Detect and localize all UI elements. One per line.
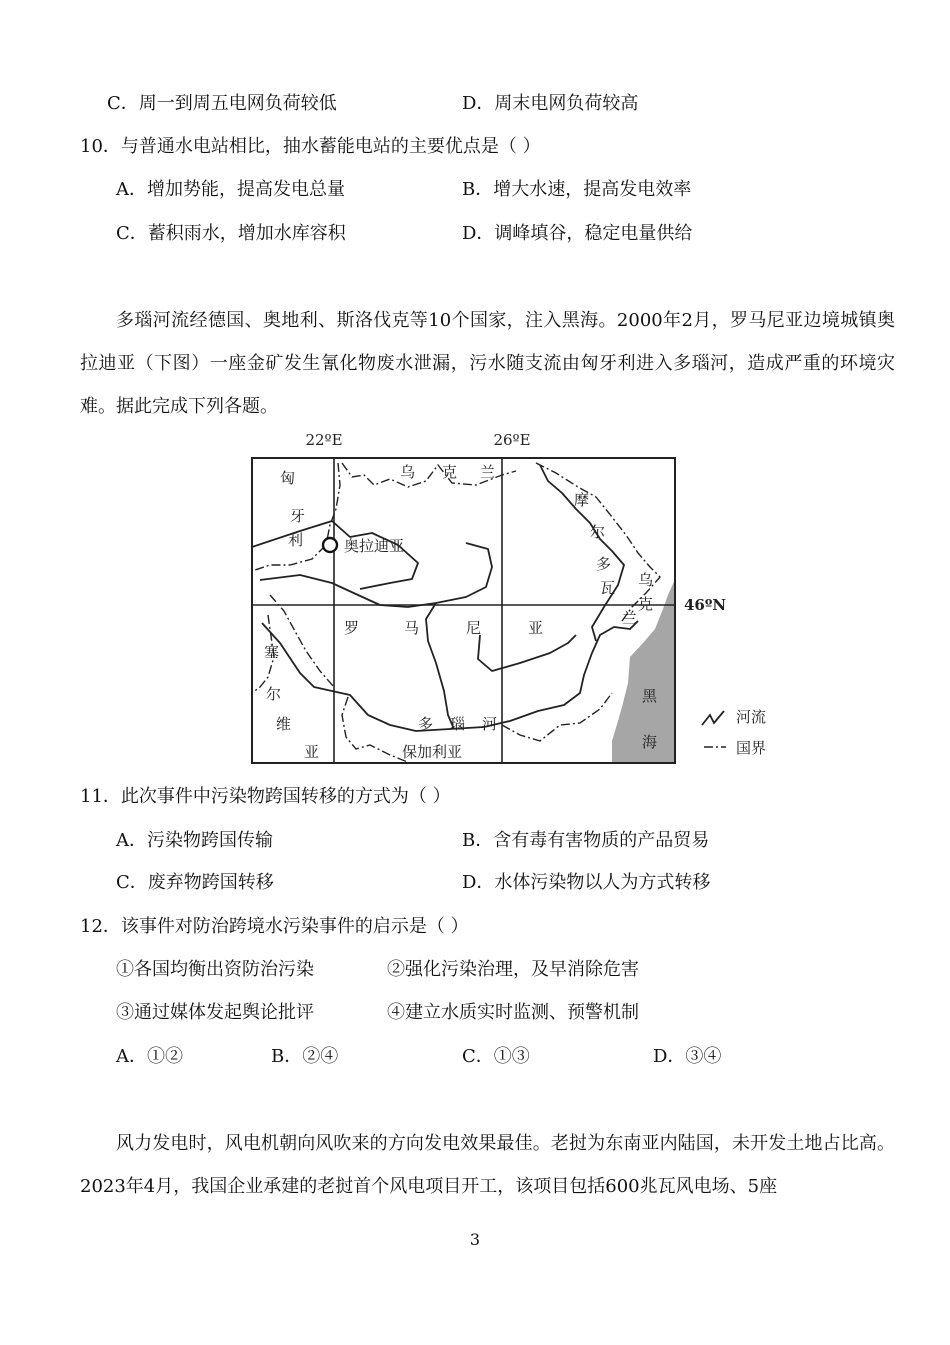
- oradea-marker: [323, 538, 337, 552]
- q12-item-1: ①各国均衡出资防治污染: [116, 959, 314, 980]
- label-black-sea-2: 海: [642, 733, 658, 751]
- q12-stem: 12．该事件对防治跨境水污染事件的启示是（ ）: [80, 916, 469, 937]
- q10-option-c: C．蓄积雨水，增加水库容积: [116, 223, 346, 244]
- q11-option-a: A．污染物跨国传输: [116, 830, 273, 851]
- label-46n: 46ºN: [684, 596, 727, 614]
- label-romania-3: 尼: [466, 619, 482, 637]
- river-arges: [478, 635, 576, 671]
- label-22e: 22ºE: [305, 431, 343, 449]
- label-moldova-4: 瓦: [600, 579, 616, 597]
- q12-item-3: ③通过媒体发起舆论批评: [116, 1002, 314, 1023]
- legend-river-label: 河流: [736, 708, 767, 726]
- q10-option-b: B．增大水速，提高发电效率: [462, 179, 692, 200]
- q12-option-d: D．③④: [653, 1046, 722, 1067]
- label-black-sea-1: 黑: [642, 687, 658, 705]
- label-romania-1: 罗: [344, 619, 360, 637]
- river-olt: [426, 603, 454, 729]
- label-ukraine-2: 克: [442, 463, 458, 481]
- romania-map: [240, 425, 800, 770]
- label-serbia-1: 塞: [264, 643, 280, 661]
- q12-item-2: ②强化污染治理，及早消除危害: [387, 959, 639, 980]
- passage-danube: 多瑙河流经德国、奥地利、斯洛伐克等10个国家，注入黑海。2000年2月，罗马尼亚边境城镇奥拉迪亚（下图）一座金矿发生氰化物废水泄漏，污水随支流由匈牙利进入多瑙河，造成严重的环境灾难。据此完成下列各题。: [80, 310, 895, 417]
- label-ukraine-r-3: 兰: [622, 609, 638, 627]
- q12-option-a: A．①②: [116, 1046, 183, 1067]
- label-danube-1: 多: [418, 715, 434, 733]
- q12-option-c: C．①③: [462, 1046, 530, 1067]
- q10-option-a: A．增加势能，提高发电总量: [116, 179, 345, 200]
- label-hungary-1: 匈: [280, 469, 296, 487]
- passage-laos-wind: 风力发电时，风电机朝向风吹来的方向发电效果最佳。老挝为东南亚内陆国，未开发土地占比高。2023年4月，我国企业承建的老挝首个风电项目开工，该项目包括600兆瓦风电场、5座: [80, 1133, 895, 1197]
- q10-stem: 10．与普通水电站相比，抽水蓄能电站的主要优点是（ ）: [80, 136, 541, 157]
- q11-option-d: D．水体污染物以人为方式转移: [462, 872, 711, 893]
- q11-option-b: B．含有毒有害物质的产品贸易: [462, 830, 710, 851]
- label-moldova-3: 多: [596, 555, 612, 573]
- label-serbia-3: 维: [276, 715, 292, 733]
- label-ukraine-r-2: 克: [638, 595, 654, 613]
- label-ukraine-3: 兰: [480, 463, 496, 481]
- label-serbia-4: 亚: [304, 743, 320, 761]
- q11-stem: 11．此次事件中污染物跨国转移的方式为（ ）: [80, 786, 451, 807]
- border-serbia: [270, 595, 334, 687]
- label-ukraine-1: 乌: [400, 463, 416, 481]
- label-moldova-1: 摩: [574, 491, 590, 509]
- label-hungary-3: 利: [288, 531, 304, 549]
- river-oradea: [252, 521, 418, 589]
- label-romania-2: 马: [404, 619, 420, 637]
- legend-river-symbol: [702, 711, 724, 725]
- label-danube-2: 瑙: [450, 715, 466, 733]
- label-serbia-2: 尔: [266, 685, 282, 703]
- border-bulgaria: [342, 697, 410, 763]
- q9-option-c: C．周一到周五电网负荷较低: [107, 93, 337, 114]
- label-ukraine-r-1: 乌: [638, 571, 654, 589]
- page-number: 3: [469, 1230, 481, 1249]
- q11-option-c: C．废弃物跨国转移: [116, 872, 274, 893]
- q10-option-d: D．调峰填谷，稳定电量供给: [462, 223, 693, 244]
- label-hungary-2: 牙: [290, 507, 306, 525]
- label-bulgaria: 保加利亚: [402, 743, 463, 761]
- border-bulgaria-east: [502, 693, 612, 741]
- map-legend: [702, 708, 766, 757]
- legend-border-label: 国界: [736, 739, 767, 757]
- q9-option-d: D．周末电网负荷较高: [462, 93, 639, 114]
- label-romania-4: 亚: [528, 619, 544, 637]
- label-moldova-2: 尔: [590, 523, 606, 541]
- label-26e: 26ºE: [493, 431, 531, 449]
- label-oradea: 奥拉迪亚: [344, 537, 405, 555]
- q12-option-b: B．②④: [271, 1046, 339, 1067]
- q12-item-4: ④建立水质实时监测、预警机制: [387, 1002, 639, 1023]
- label-danube-3: 河: [482, 715, 498, 733]
